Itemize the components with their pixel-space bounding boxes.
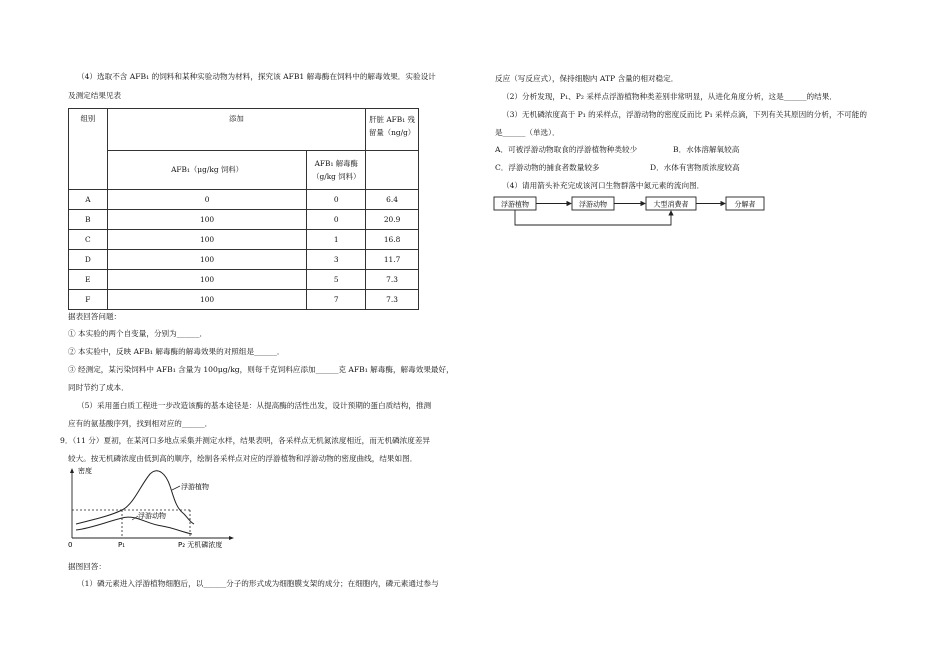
header-residue: 肝脏 AFB₁ 残 留量（ng/g）	[366, 109, 419, 151]
x-axis-arrow	[229, 536, 234, 540]
option-b: B．水体溶解氧较高	[673, 145, 740, 154]
question-2: ② 本实验中，反映 AFB₁ 解毒酶的解毒效果的对照组是______．	[68, 347, 285, 356]
q4-text-line1: （4）选取不含 AFB₁ 的饲料和某种实验动物为材料，探究该 AFB1 解毒酶在饲料中的解毒效果．实验设计	[77, 72, 436, 81]
arrow-phyto-to-consumer	[515, 210, 671, 225]
option-c: C．浮游动物的捕食者数量较多	[495, 163, 600, 172]
q4-text-line2: 及测定结果见表	[68, 91, 122, 100]
svg-text:大型消费者: 大型消费者	[653, 200, 689, 209]
table-row: D 100 3 11.7	[69, 250, 419, 270]
label-zooplankton: 浮游动物	[138, 512, 166, 520]
r-q3-line2: 是______（单选）．	[495, 128, 560, 137]
q5-line1: （5）采用蛋白质工程进一步改造该酶的基本途径是：从提高酶的活性出发，设计预期的蛋白质结构，推测	[77, 401, 432, 410]
label-phytoplankton: 浮游植物	[181, 483, 209, 491]
header-afb: AFB₁（μg/kg 饲料）	[107, 150, 307, 190]
density-chart	[62, 464, 242, 556]
r-q2: （2）分析发现，P₁、P₂ 采样点浮游植物种类差别非常明显，从进化角度分析，这是______的结果．	[502, 92, 837, 101]
svg-text:分解者: 分解者	[734, 200, 756, 209]
q9-line1: 9．（11 分）夏初，在某河口多地点采集并测定水样，结果表明，各采样点无机氮浓度相近，而无机磷浓度差异	[60, 436, 431, 445]
q5-line2: 应有的氨基酸序列，找到相对应的______．	[68, 419, 213, 428]
option-d: D．水体有害物质浓度较高	[650, 163, 740, 172]
table-row: E 100 5 7.3	[69, 270, 419, 290]
results-table	[68, 108, 419, 310]
r-q4: （4）请用箭头补充完成该河口生物群落中氮元素的流向图．	[502, 181, 705, 190]
nitrogen-flow-diagram	[492, 195, 772, 231]
question-intro: 据表回答问题：	[68, 312, 122, 321]
table-row: A 0 0 6.4	[69, 190, 419, 210]
question-3-line2: 同时节约了成本．	[68, 383, 129, 392]
curve-phytoplankton	[76, 471, 194, 524]
header-group: 组别	[69, 109, 108, 190]
y-axis-label: 密度	[78, 467, 92, 475]
table-row: B 100 0 20.9	[69, 210, 419, 230]
r-q3-line1: （3）无机磷浓度高于 P₁ 的采样点，浮游动物的密度反而比 P₁ 采样点滴，下列有关其原因的分析，不可能的	[502, 110, 867, 119]
option-a: A．可被浮游动物取食的浮游植物种类较少	[495, 145, 638, 154]
q9-sub1: （1）磷元素进入浮游植物细胞后，以______分子的形式成为细胞膜支架的成分；在细胞内，磷元素通过参与	[77, 579, 439, 588]
svg-text:浮游植物: 浮游植物	[501, 200, 529, 209]
header-enzyme: AFB₁ 解毒酶 （g/kg 饲料）	[307, 150, 366, 190]
x-tick-p2: P₂ 无机磷浓度	[178, 541, 223, 549]
header-add: 添加	[107, 109, 365, 151]
table-row: C 100 1 16.8	[69, 230, 419, 250]
svg-text:浮游动物: 浮游动物	[579, 200, 607, 209]
r-line1: 反应（写反应式），保持细胞内 ATP 含量的相对稳定．	[495, 74, 679, 83]
y-axis-arrow	[70, 468, 74, 473]
x-tick-p1: P₁	[118, 541, 126, 549]
question-1: ① 本实验的两个自变量，分别为______．	[68, 329, 208, 338]
table-row: F 100 7 7.3	[69, 290, 419, 310]
q9-line2: 较大。按无机磷浓度由低到高的顺序，绘制各采样点对应的浮游植物和浮游动物的密度曲线，结果如图．	[68, 454, 418, 463]
figure-prompt: 据图回答：	[68, 562, 106, 571]
question-3-line1: ③ 经测定，某污染饲料中 AFB₁ 含量为 100μg/kg，则每千克饲料应添加______克 AFB₁ 解毒酶，解毒效果最好，	[68, 365, 454, 374]
origin-label: 0	[68, 541, 73, 549]
